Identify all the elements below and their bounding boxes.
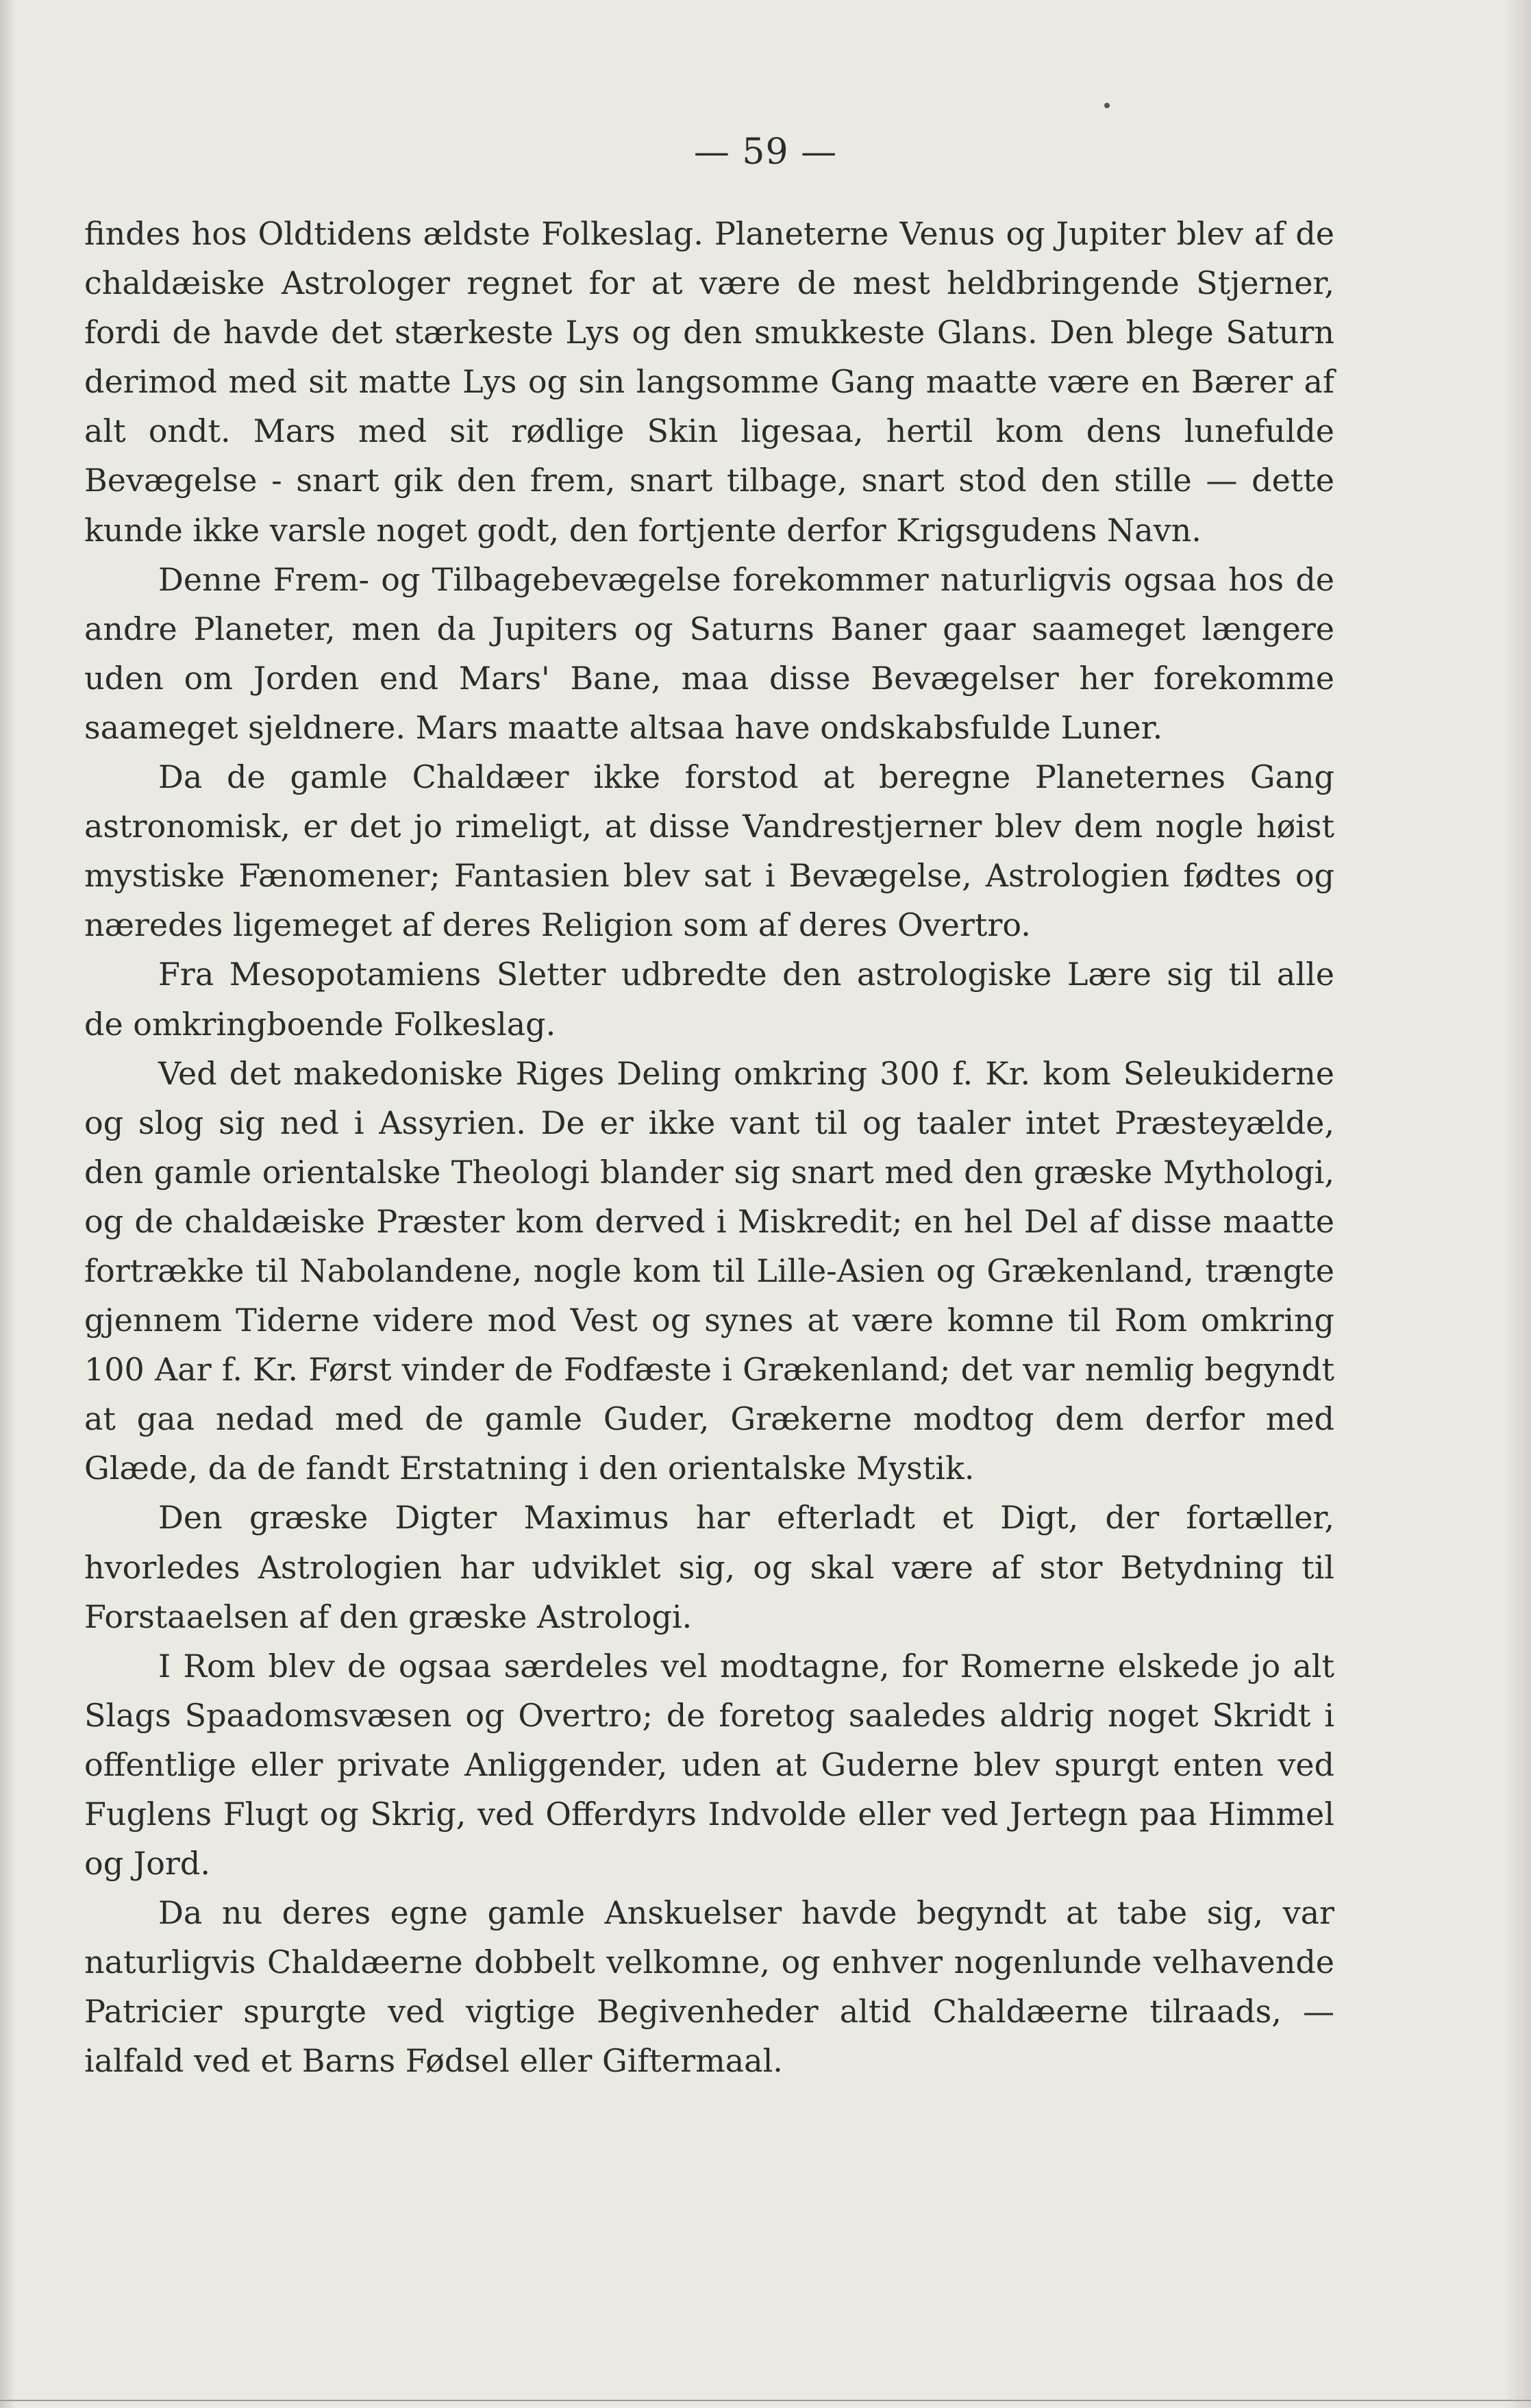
paragraph-7: I Rom blev de ogsaa særdeles vel modtagne, for Romerne elskede jo alt Slags Spaadomsvæsen og Overtro; de foretog saaledes aldrig noget Skridt i offentlige eller private Anliggender, uden at Guderne blev spurgt enten ved Fuglens Flugt og Skrig, ved Offerdyrs Indvolde eller ved Jertegn paa Himmel og Jord. [84, 1647, 1334, 1883]
paragraph-1: findes hos Oldtidens ældste Folkeslag. Planeterne Venus og Jupiter blev af de chaldæiske Astrologer regnet for at være de mest heldbringende Stjerner, fordi de havde det stærkeste Lys og den smukkeste Glans. Den blege Saturn derimod med sit matte Lys og sin langsomme Gang maatte være en Bærer af alt ondt. Mars med sit rødlige Skin ligesaa, hertil kom dens lunefulde Bevægelse - snart gik den frem, snart tilbage, snart stod den stille — dette kunde ikke varsle noget godt, den fortjente derfor Krigsgudens Navn. [84, 215, 1334, 549]
paragraph-3: Da de gamle Chaldæer ikke forstod at beregne Planeternes Gang astronomisk, er det jo rimeligt, at disse Vandrestjerner blev dem nogle høist mystiske Fænomener; Fantasien blev sat i Bevægelse, Astrologien fødtes og næredes ligemeget af deres Religion som af deres Overtro. [84, 758, 1334, 944]
page-edge-shadow-left [0, 0, 15, 2408]
paragraph-8: Da nu deres egne gamle Anskuelser havde begyndt at tabe sig, var naturligvis Chaldæerne dobbelt velkomne, og enhver nogenlunde velhavende Patricier spurgte ved vigtige Begivenheder altid Chaldæerne tilraads, — ialfald ved et Barns Fødsel eller Giftermaal. [84, 1894, 1334, 2080]
page-number: — 59 — [693, 132, 838, 173]
body-text [84, 209, 1334, 2086]
paragraph-4: Fra Mesopotamiens Sletter udbredte den astrologiske Lære sig til alle de omkringboende Folkeslag. [84, 956, 1334, 1043]
ink-speck [1104, 103, 1110, 108]
paragraph-2: Denne Frem- og Tilbagebevægelse forekommer naturligvis ogsaa hos de andre Planeter, men da Jupiters og Saturns Baner gaar saameget længere uden om Jorden end Mars' Bane, maa disse Bevægelser her forekomme saameget sjeldnere. Mars maatte altsaa have ondskabsfulde Luner. [84, 560, 1334, 746]
paragraph-5: Ved det makedoniske Riges Deling omkring 300 f. Kr. kom Seleukiderne og slog sig ned i Assyrien. De er ikke vant til og taaler intet Præsteyælde, den gamle orientalske Theologi blander sig snart med den græske Mythologi, og de chaldæiske Præster kom derved i Miskredit; en hel Del af disse maatte fortrække til Nabolandene, nogle kom til Lille-Asien og Grækenland, trængte gjennem Tiderne videre mod Vest og synes at være komne til Rom omkring 100 Aar f. Kr. Først vinder de Fodfæste i Grækenland; det var nemlig begyndt at gaa nedad med de gamle Guder, Grækerne modtog dem derfor med Glæde, da de fandt Erstatning i den orientalske Mystik. [84, 1054, 1334, 1487]
page-edge-shadow-right [1504, 0, 1531, 2408]
paragraph-6: Den græske Digter Maximus har efterladt et Digt, der fortæller, hvorledes Astrologien har udviklet sig, og skal være af stor Betydning til Forstaaelsen af den græske Astrologi. [84, 1499, 1334, 1635]
page-bottom-edge [0, 2400, 1531, 2401]
